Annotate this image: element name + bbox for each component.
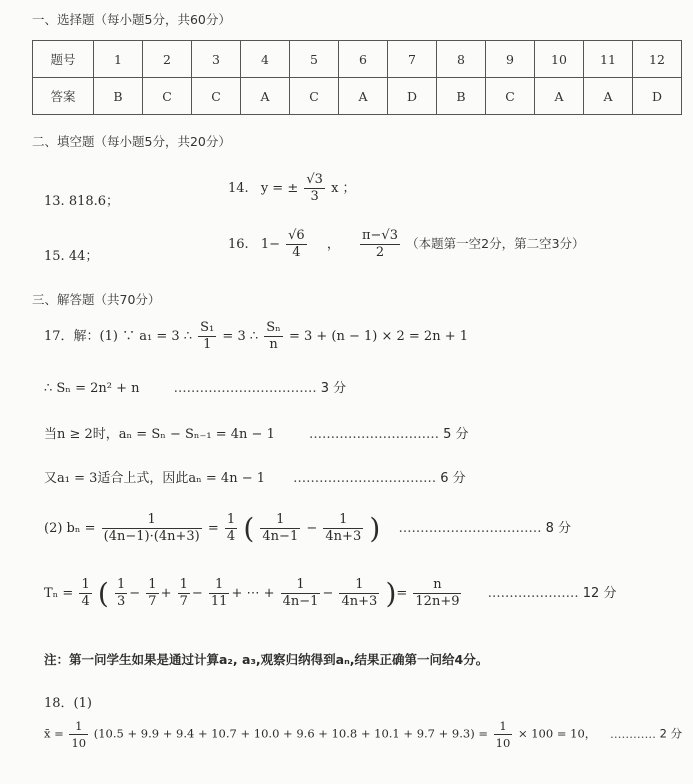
q16-note: （本题第一空2分，第二空3分） <box>406 236 585 251</box>
frac-num: 1 <box>226 512 236 527</box>
q15 <box>44 245 98 264</box>
score: 12 分 <box>582 586 617 601</box>
frac-den: 10 <box>495 736 511 750</box>
q17-line1-c: = 3 + (n − 1) × 2 = 2n + 1 <box>288 329 468 344</box>
frac-den: 12n+9 <box>415 594 460 609</box>
frac <box>281 577 321 610</box>
q16-a-denominator: 4 <box>292 245 301 260</box>
frac-den: 4n+3 <box>341 594 378 609</box>
score: 2 分 <box>659 726 683 741</box>
scoring-note: 注：第一问学生如果是通过计算a₂, a₃,观察归纳得到aₙ,结果正确第一问给4分。 <box>44 652 489 667</box>
leader-dots: ………………… <box>487 586 579 601</box>
frac-den: 3 <box>116 594 126 609</box>
frac-num: 1 <box>209 577 230 594</box>
q17-line3 <box>44 423 469 442</box>
frac-num: 1 <box>102 512 202 529</box>
q17-line2 <box>44 377 346 396</box>
frac <box>339 577 379 610</box>
q14-fraction <box>304 172 325 205</box>
q14 <box>228 172 356 205</box>
table-cell: C <box>192 78 241 115</box>
frac-den: 4n−1 <box>262 529 299 544</box>
frac <box>260 512 300 545</box>
leader-dots: ………………………… <box>309 427 439 442</box>
q16-separator: ， <box>326 237 340 252</box>
frac <box>209 577 230 610</box>
row-label-answer: 答案 <box>33 78 94 115</box>
q14-suffix: x ； <box>331 181 356 196</box>
table-cell: A <box>535 78 584 115</box>
q18-label: 18．(1) <box>44 696 92 711</box>
frac-den: n <box>269 337 278 352</box>
frac <box>413 577 461 610</box>
q14-prefix: y = ± <box>260 181 299 196</box>
table-cell: C <box>143 78 192 115</box>
table-cell: 5 <box>290 41 339 78</box>
row-label-number: 题号 <box>33 41 94 78</box>
table-cell: 12 <box>633 41 682 78</box>
leader-dots: …………………………… <box>293 471 437 486</box>
frac-num: 1 <box>281 577 321 594</box>
q17-line1-a: 17．解：(1) ∵ a₁ = 3 ∴ <box>44 329 193 344</box>
q16-fraction-a <box>286 228 307 261</box>
table-cell: 2 <box>143 41 192 78</box>
frac-den: 4n−1 <box>282 594 319 609</box>
q17-line6: Tₙ = $\frac{1}{4}$ ( $\frac{1}{3}$ − $\frac{1}{7}$ + $\frac{1}{7}$ − $\frac{1}{11}$ + ⋯ + $\frac{1}{4n-1}$ − $\frac{1}{4n+3}$ )= $\frac{n}{12n+9}$ ………………… 12 分 <box>44 577 617 610</box>
section-fill-heading: 二、填空题（每小题5分，共20分） <box>32 134 231 149</box>
score: 8 分 <box>545 521 571 536</box>
q13-label: 13. <box>44 194 65 209</box>
frac-den: 7 <box>179 594 188 609</box>
table-cell: C <box>486 78 535 115</box>
frac-num: 1 <box>494 718 513 735</box>
q17-frac-sn <box>264 320 283 353</box>
table-cell: 1 <box>94 41 143 78</box>
table-cell: D <box>388 78 437 115</box>
frac-num: 1 <box>69 718 88 735</box>
q17-line2-text: ∴ Sₙ = 2n² + n <box>44 381 140 396</box>
frac <box>115 577 127 610</box>
right-paren: ) <box>385 577 397 610</box>
table-cell: 8 <box>437 41 486 78</box>
q17-line1 <box>44 320 468 353</box>
frac <box>225 512 237 545</box>
table-cell: B <box>437 78 486 115</box>
q13 <box>44 190 119 209</box>
leader-dots: ………… <box>609 726 656 741</box>
frac <box>69 718 88 751</box>
q16-b-numerator: π−√3 <box>362 228 398 243</box>
answer-table <box>32 40 682 115</box>
frac-den: 11 <box>210 594 228 609</box>
table-cell: 11 <box>584 41 633 78</box>
q17-frac-s1 <box>198 320 216 353</box>
q16-a-prefix: 1− <box>260 237 280 252</box>
q18-xbar: x̄ = <box>44 726 64 741</box>
frac-den: (4n−1)·(4n+3) <box>103 529 200 544</box>
frac-den: 4n+3 <box>325 529 362 544</box>
section-choice-heading: 一、选择题（每小题5分，共60分） <box>32 12 231 27</box>
frac <box>146 577 158 610</box>
q17-line5 <box>44 512 571 545</box>
frac-num: S₁ <box>200 320 215 335</box>
table-cell: A <box>339 78 388 115</box>
frac-den: 1 <box>203 337 212 352</box>
frac-num: Sₙ <box>266 320 281 335</box>
table-cell: B <box>94 78 143 115</box>
left-paren: ( <box>243 512 255 545</box>
score: 3 分 <box>320 381 347 396</box>
table-cell: 3 <box>192 41 241 78</box>
q14-numerator: √3 <box>306 172 323 187</box>
table-row-numbers <box>33 41 682 78</box>
table-cell: 4 <box>241 41 290 78</box>
frac <box>102 512 202 545</box>
table-cell: D <box>633 78 682 115</box>
q16 <box>228 228 585 261</box>
q18-sum: (10.5 + 9.9 + 9.4 + 10.7 + 10.0 + 9.6 + 10.8 + 10.1 + 9.7 + 9.3) = <box>93 726 488 741</box>
q18-mean-line <box>44 718 682 751</box>
frac-den: 7 <box>148 594 157 609</box>
score: 5 分 <box>443 427 469 442</box>
table-cell: 6 <box>339 41 388 78</box>
leader-dots: …………………………… <box>173 381 317 396</box>
frac-den: 4 <box>226 529 236 544</box>
q17-line4-text: 又a₁ = 3适合上式，因此aₙ = 4n − 1 <box>44 471 265 486</box>
leader-dots: …………………………… <box>398 521 542 536</box>
q14-denominator: 3 <box>310 189 319 204</box>
q16-label: 16. <box>228 237 249 252</box>
equals: = <box>207 521 219 536</box>
q16-a-numerator: √6 <box>288 228 305 243</box>
frac <box>323 512 363 545</box>
q17-line1-b: = 3 ∴ <box>222 329 259 344</box>
left-paren: ( <box>97 577 109 610</box>
right-paren: ) <box>369 512 381 545</box>
q18-tail: × 100 = 10， <box>517 726 597 741</box>
frac-num: 1 <box>179 577 188 592</box>
frac-num: 1 <box>323 512 363 529</box>
table-cell: A <box>584 78 633 115</box>
frac-num: 1 <box>81 577 90 592</box>
table-cell: 7 <box>388 41 437 78</box>
table-row-answers <box>33 78 682 115</box>
frac <box>494 718 513 751</box>
frac <box>178 577 190 610</box>
frac-num: 1 <box>148 577 157 592</box>
minus: − <box>306 521 318 536</box>
q16-b-denominator: 2 <box>375 245 385 260</box>
q17-line3-text: 当n ≥ 2时，aₙ = Sₙ − Sₙ₋₁ = 4n − 1 <box>44 427 275 442</box>
frac-num: 1 <box>339 577 379 594</box>
frac-num: n <box>413 577 461 594</box>
q15-label: 15. <box>44 249 65 264</box>
frac-den: 4 <box>81 594 90 609</box>
q14-label: 14. <box>228 181 249 196</box>
q17-line4 <box>44 467 466 486</box>
q15-value: 44； <box>68 249 99 264</box>
table-cell: 10 <box>535 41 584 78</box>
frac <box>79 577 91 610</box>
q17-line5-a: (2) bₙ = <box>44 521 96 536</box>
section-solve-heading: 三、解答题（共70分） <box>32 292 161 307</box>
score: 6 分 <box>440 471 466 486</box>
q17-line6-a: Tₙ = <box>44 586 74 601</box>
table-cell: A <box>241 78 290 115</box>
frac-den: 10 <box>71 736 87 750</box>
table-cell: 9 <box>486 41 535 78</box>
q16-fraction-b <box>360 228 400 261</box>
frac-num: 1 <box>116 577 126 592</box>
q13-value: 818.6； <box>68 194 120 209</box>
frac-num: 1 <box>260 512 300 529</box>
table-cell: C <box>290 78 339 115</box>
